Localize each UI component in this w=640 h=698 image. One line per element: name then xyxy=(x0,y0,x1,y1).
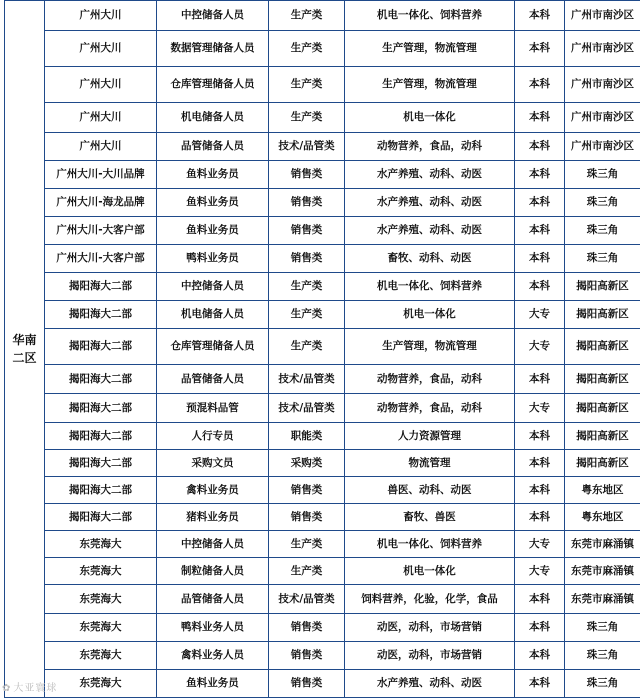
company-cell: 揭阳海大二部 xyxy=(45,273,157,301)
watermark-icon: ✿ xyxy=(2,683,11,694)
table-row xyxy=(5,531,640,558)
location-cell: 珠三角 xyxy=(565,642,640,670)
position-cell: 禽料业务员 xyxy=(157,477,269,504)
education-cell: 本科 xyxy=(515,614,565,642)
major-cell: 动物营养，食品，动科 xyxy=(345,365,515,394)
major-cell: 物流管理 xyxy=(345,450,515,477)
company-cell: 揭阳海大二部 xyxy=(45,301,157,329)
category-cell: 采购类 xyxy=(269,450,345,477)
table-row xyxy=(5,103,640,133)
table-row xyxy=(5,133,640,161)
location-cell: 广州市南沙区 xyxy=(565,133,640,161)
company-cell: 东莞海大 xyxy=(45,531,157,558)
position-cell: 鱼料业务员 xyxy=(157,670,269,698)
major-cell: 机电一体化、饲料营养 xyxy=(345,531,515,558)
location-cell: 珠三角 xyxy=(565,189,640,217)
table-row xyxy=(5,245,640,273)
position-cell: 人行专员 xyxy=(157,423,269,450)
position-cell: 制粒储备人员 xyxy=(157,558,269,585)
category-cell: 销售类 xyxy=(269,614,345,642)
education-cell: 本科 xyxy=(515,217,565,245)
position-cell: 品管储备人员 xyxy=(157,585,269,614)
position-cell: 数据管理储备人员 xyxy=(157,31,269,67)
education-cell: 本科 xyxy=(515,133,565,161)
company-cell: 东莞海大 xyxy=(45,670,157,698)
table-row xyxy=(5,642,640,670)
location-cell: 珠三角 xyxy=(565,614,640,642)
education-cell: 本科 xyxy=(515,103,565,133)
education-cell: 本科 xyxy=(515,273,565,301)
education-cell: 本科 xyxy=(515,585,565,614)
location-cell: 揭阳高新区 xyxy=(565,365,640,394)
location-cell: 粤东地区 xyxy=(565,477,640,504)
table-row xyxy=(5,450,640,477)
education-cell: 本科 xyxy=(515,189,565,217)
company-cell: 广州大川-大川品牌 xyxy=(45,161,157,189)
position-cell: 中控储备人员 xyxy=(157,273,269,301)
table-row xyxy=(5,423,640,450)
category-cell: 销售类 xyxy=(269,161,345,189)
education-cell: 本科 xyxy=(515,477,565,504)
category-cell: 生产类 xyxy=(269,1,345,31)
major-cell: 水产养殖、动科、动医 xyxy=(345,189,515,217)
table-row xyxy=(5,31,640,67)
education-cell: 大专 xyxy=(515,531,565,558)
major-cell: 兽医、动科、动医 xyxy=(345,477,515,504)
education-cell: 大专 xyxy=(515,329,565,365)
position-cell: 品管储备人员 xyxy=(157,133,269,161)
location-cell: 广州市南沙区 xyxy=(565,67,640,103)
category-cell: 生产类 xyxy=(269,301,345,329)
company-cell: 东莞海大 xyxy=(45,558,157,585)
category-cell: 销售类 xyxy=(269,670,345,698)
category-cell: 销售类 xyxy=(269,189,345,217)
location-cell: 揭阳高新区 xyxy=(565,273,640,301)
company-cell: 东莞海大 xyxy=(45,585,157,614)
category-cell: 销售类 xyxy=(269,477,345,504)
major-cell: 机电一体化、饲料营养 xyxy=(345,1,515,31)
education-cell: 本科 xyxy=(515,670,565,698)
table-row xyxy=(5,161,640,189)
position-cell: 中控储备人员 xyxy=(157,531,269,558)
category-cell: 技术/品管类 xyxy=(269,365,345,394)
category-cell: 销售类 xyxy=(269,642,345,670)
table-row xyxy=(5,585,640,614)
education-cell: 本科 xyxy=(515,423,565,450)
category-cell: 技术/品管类 xyxy=(269,585,345,614)
table-row xyxy=(5,477,640,504)
position-cell: 鱼料业务员 xyxy=(157,161,269,189)
table-row xyxy=(5,614,640,642)
category-cell: 生产类 xyxy=(269,67,345,103)
location-cell: 东莞市麻涌镇 xyxy=(565,558,640,585)
company-cell: 揭阳海大二部 xyxy=(45,423,157,450)
location-cell: 广州市南沙区 xyxy=(565,31,640,67)
table-body xyxy=(5,1,640,698)
watermark-text: 大亚寰球 xyxy=(13,683,57,694)
table-row xyxy=(5,558,640,585)
major-cell: 生产管理，物流管理 xyxy=(345,329,515,365)
major-cell: 机电一体化、饲料营养 xyxy=(345,273,515,301)
position-cell: 机电储备人员 xyxy=(157,301,269,329)
category-cell: 生产类 xyxy=(269,329,345,365)
location-cell: 揭阳高新区 xyxy=(565,423,640,450)
location-cell: 广州市南沙区 xyxy=(565,1,640,31)
education-cell: 大专 xyxy=(515,301,565,329)
major-cell: 动医，动科，市场营销 xyxy=(345,642,515,670)
position-cell: 中控储备人员 xyxy=(157,1,269,31)
education-cell: 本科 xyxy=(515,365,565,394)
category-cell: 生产类 xyxy=(269,531,345,558)
position-cell: 仓库管理储备人员 xyxy=(157,67,269,103)
table-row xyxy=(5,365,640,394)
region-cell: 华南 二区 xyxy=(5,1,45,698)
company-cell: 广州大川 xyxy=(45,67,157,103)
major-cell: 水产养殖、动科、动医 xyxy=(345,161,515,189)
company-cell: 揭阳海大二部 xyxy=(45,365,157,394)
company-cell: 广州大川-海龙品牌 xyxy=(45,189,157,217)
table-row xyxy=(5,217,640,245)
location-cell: 东莞市麻涌镇 xyxy=(565,585,640,614)
major-cell: 饲料营养，化验，化学，食品 xyxy=(345,585,515,614)
company-cell: 广州大川-大客户部 xyxy=(45,245,157,273)
location-cell: 揭阳高新区 xyxy=(565,301,640,329)
company-cell: 广州大川 xyxy=(45,31,157,67)
company-cell: 揭阳海大二部 xyxy=(45,477,157,504)
major-cell: 水产养殖、动科、动医 xyxy=(345,670,515,698)
table-row xyxy=(5,670,640,698)
location-cell: 广州市南沙区 xyxy=(565,103,640,133)
major-cell: 动物营养，食品，动科 xyxy=(345,133,515,161)
table-row xyxy=(5,504,640,531)
table-row xyxy=(5,273,640,301)
major-cell: 生产管理，物流管理 xyxy=(345,31,515,67)
education-cell: 本科 xyxy=(515,504,565,531)
position-cell: 品管储备人员 xyxy=(157,365,269,394)
major-cell: 畜牧、兽医 xyxy=(345,504,515,531)
company-cell: 揭阳海大二部 xyxy=(45,450,157,477)
company-cell: 东莞海大 xyxy=(45,614,157,642)
recruitment-table xyxy=(4,0,640,698)
position-cell: 鸭料业务员 xyxy=(157,245,269,273)
position-cell: 仓库管理储备人员 xyxy=(157,329,269,365)
table-row xyxy=(5,394,640,423)
major-cell: 机电一体化 xyxy=(345,301,515,329)
watermark xyxy=(2,679,57,694)
category-cell: 生产类 xyxy=(269,558,345,585)
company-cell: 东莞海大 xyxy=(45,642,157,670)
major-cell: 机电一体化 xyxy=(345,103,515,133)
education-cell: 本科 xyxy=(515,67,565,103)
table-row xyxy=(5,301,640,329)
major-cell: 动医，动科，市场营销 xyxy=(345,614,515,642)
education-cell: 本科 xyxy=(515,450,565,477)
location-cell: 珠三角 xyxy=(565,670,640,698)
education-cell: 大专 xyxy=(515,394,565,423)
company-cell: 揭阳海大二部 xyxy=(45,504,157,531)
table-row xyxy=(5,329,640,365)
location-cell: 揭阳高新区 xyxy=(565,329,640,365)
category-cell: 生产类 xyxy=(269,31,345,67)
education-cell: 本科 xyxy=(515,642,565,670)
category-cell: 销售类 xyxy=(269,504,345,531)
education-cell: 本科 xyxy=(515,245,565,273)
company-cell: 广州大川-大客户部 xyxy=(45,217,157,245)
company-cell: 广州大川 xyxy=(45,1,157,31)
location-cell: 揭阳高新区 xyxy=(565,394,640,423)
category-cell: 生产类 xyxy=(269,273,345,301)
location-cell: 东莞市麻涌镇 xyxy=(565,531,640,558)
table-row xyxy=(5,67,640,103)
company-cell: 揭阳海大二部 xyxy=(45,394,157,423)
education-cell: 本科 xyxy=(515,161,565,189)
company-cell: 广州大川 xyxy=(45,103,157,133)
education-cell: 大专 xyxy=(515,558,565,585)
position-cell: 预混料品管 xyxy=(157,394,269,423)
position-cell: 采购文员 xyxy=(157,450,269,477)
major-cell: 人力资源管理 xyxy=(345,423,515,450)
education-cell: 本科 xyxy=(515,31,565,67)
category-cell: 职能类 xyxy=(269,423,345,450)
location-cell: 揭阳高新区 xyxy=(565,450,640,477)
major-cell: 动物营养，食品，动科 xyxy=(345,394,515,423)
position-cell: 禽料业务人员 xyxy=(157,642,269,670)
location-cell: 珠三角 xyxy=(565,217,640,245)
position-cell: 猪料业务员 xyxy=(157,504,269,531)
major-cell: 机电一体化 xyxy=(345,558,515,585)
category-cell: 销售类 xyxy=(269,217,345,245)
table-row xyxy=(5,189,640,217)
company-cell: 广州大川 xyxy=(45,133,157,161)
location-cell: 珠三角 xyxy=(565,245,640,273)
major-cell: 畜牧、动科、动医 xyxy=(345,245,515,273)
position-cell: 鸭料业务人员 xyxy=(157,614,269,642)
major-cell: 水产养殖、动科、动医 xyxy=(345,217,515,245)
position-cell: 机电储备人员 xyxy=(157,103,269,133)
table-row xyxy=(5,1,640,31)
location-cell: 珠三角 xyxy=(565,161,640,189)
position-cell: 鱼料业务员 xyxy=(157,189,269,217)
major-cell: 生产管理，物流管理 xyxy=(345,67,515,103)
category-cell: 销售类 xyxy=(269,245,345,273)
category-cell: 生产类 xyxy=(269,103,345,133)
category-cell: 技术/品管类 xyxy=(269,133,345,161)
location-cell: 粤东地区 xyxy=(565,504,640,531)
company-cell: 揭阳海大二部 xyxy=(45,329,157,365)
education-cell: 本科 xyxy=(515,1,565,31)
category-cell: 技术/品管类 xyxy=(269,394,345,423)
position-cell: 鱼料业务员 xyxy=(157,217,269,245)
